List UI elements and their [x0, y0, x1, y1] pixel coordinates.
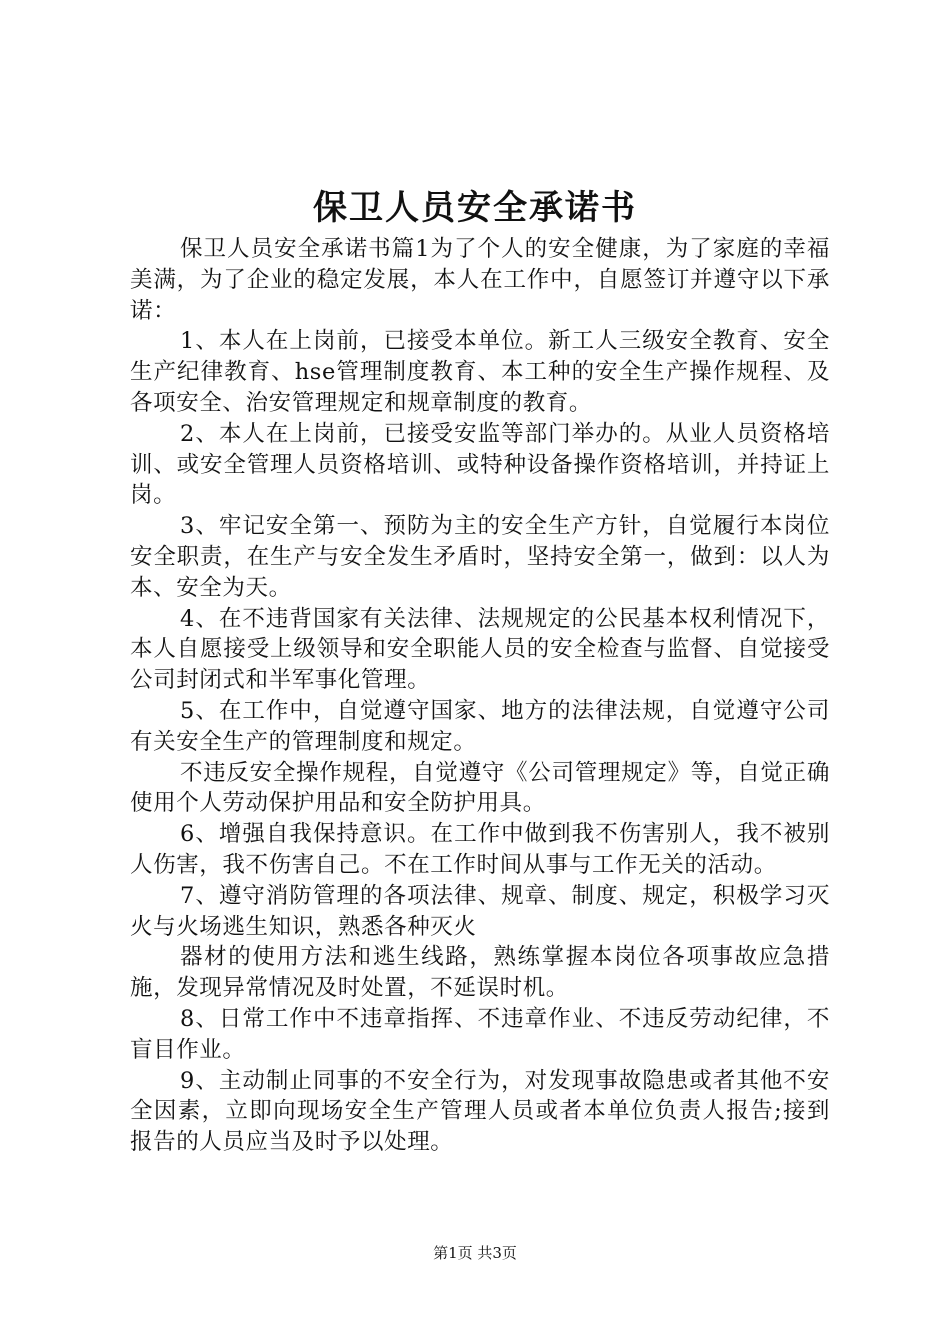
paragraph-item-7: 7、遵守消防管理的各项法律、规章、制度、规定，积极学习灭火与火场逃生知识，熟悉各种灭火 — [130, 882, 830, 940]
paragraph-item-3: 3、牢记安全第一、预防为主的安全生产方针，自觉履行本岗位安全职责，在生产与安全发生矛盾时，坚持安全第一，做到：以人为本、安全为天。 — [130, 513, 830, 601]
paragraph-item-6: 6、增强自我保持意识。在工作中做到我不伤害别人，我不被别人伤害，我不伤害自己。不在工作时间从事与工作无关的活动。 — [130, 821, 830, 878]
paragraph-item-8: 8、日常工作中不违章指挥、不违章作业、不违反劳动纪律，不盲目作业。 — [130, 1005, 830, 1063]
paragraph-item-7-continued: 器材的使用方法和逃生线路，熟练掌握本岗位各项事故应急措施，发现异常情况及时处置，不延误时机。 — [130, 944, 830, 1002]
page-footer: 第1页 共3页 — [433, 1244, 517, 1262]
paragraph-intro: 保卫人员安全承诺书篇1为了个人的安全健康，为了家庭的幸福美满，为了企业的稳定发展，本人在工作中，自愿签订并遵守以下承诺： — [130, 236, 830, 324]
paragraph-item-4: 4、在不违背国家有关法律、法规规定的公民基本权利情况下，本人自愿接受上级领导和安全职能人员的安全检查与监督、自觉接受公司封闭式和半军事化管理。 — [130, 605, 830, 694]
paragraph-item-5-continued: 不违反安全操作规程，自觉遵守《公司管理规定》等，自觉正确使用个人劳动保护用品和安全防护用具。 — [130, 759, 830, 817]
paragraph-item-1: 1、本人在上岗前，已接受本单位。新工人三级安全教育、安全生产纪律教育、hse管理制度教育、本工种的安全生产操作规程、及各项安全、治安管理规定和规章制度的教育。 — [130, 328, 830, 416]
paragraph-item-9: 9、主动制止同事的不安全行为，对发现事故隐患或者其他不安全因素，立即向现场安全生产管理人员或者本单位负责人报告;接到报告的人员应当及时予以处理。 — [130, 1067, 830, 1156]
paragraph-item-2: 2、本人在上岗前，已接受安监等部门举办的。从业人员资格培训、或安全管理人员资格培训、或特种设备操作资格培训，并持证上岗。 — [130, 420, 830, 509]
paragraph-item-5: 5、在工作中，自觉遵守国家、地方的法律法规，自觉遵守公司有关安全生产的管理制度和规定。 — [130, 697, 830, 755]
document-body — [130, 234, 830, 1158]
document-title: 保卫人员安全承诺书 — [313, 188, 637, 228]
